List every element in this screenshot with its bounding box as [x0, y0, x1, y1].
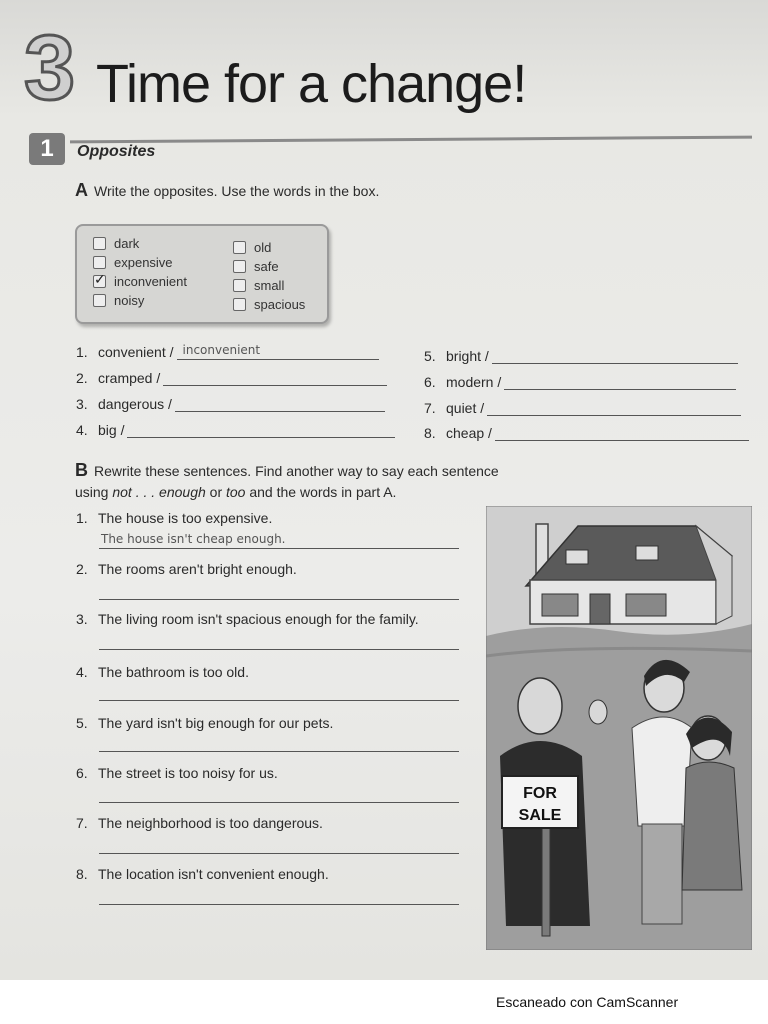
item-word: big /	[98, 422, 125, 438]
word-box-item[interactable]	[233, 238, 305, 257]
item-word: bright /	[446, 348, 489, 364]
checkbox-icon[interactable]	[93, 256, 106, 269]
checkbox-icon[interactable]	[93, 294, 106, 307]
item-word: modern /	[446, 374, 502, 390]
opposite-item	[76, 418, 395, 438]
section-divider	[70, 136, 752, 144]
word-box-label: spacious	[254, 297, 306, 312]
sentence-item	[76, 715, 333, 731]
item-number: 7.	[424, 400, 436, 416]
word-box-item[interactable]	[93, 291, 187, 310]
section-title: Opposites	[77, 143, 156, 160]
answer-field[interactable]	[99, 888, 459, 905]
sentence-text: The living room isn't spacious enough for the family.	[98, 611, 419, 627]
item-word: quiet /	[446, 400, 485, 416]
item-number: 2.	[76, 561, 88, 577]
sentence-text: The yard isn't big enough for our pets.	[98, 715, 334, 731]
word-box-label: small	[254, 278, 285, 293]
opposite-item	[424, 344, 738, 364]
part-a-letter: A	[75, 180, 88, 200]
opposite-item	[76, 366, 387, 386]
answer-field[interactable]	[99, 583, 459, 600]
part-b-instruction-emphasis: not . . . enough	[112, 484, 206, 500]
answer-field[interactable]	[99, 786, 459, 803]
item-number: 2.	[76, 370, 88, 386]
sentence-item	[76, 510, 272, 526]
sign-text-line1: FOR	[523, 785, 557, 802]
sentence-text: The rooms aren't bright enough.	[98, 561, 297, 577]
word-box	[75, 224, 329, 324]
answer-field[interactable]	[492, 347, 738, 364]
item-number: 7.	[76, 815, 88, 831]
word-box-item[interactable]	[233, 257, 305, 276]
checkbox-icon[interactable]	[93, 237, 106, 250]
sentence-text: The location isn't convenient enough.	[98, 866, 329, 882]
word-box-label: safe	[254, 259, 279, 274]
word-box-column-1	[93, 234, 187, 310]
part-b-instruction-prefix: using	[75, 484, 113, 500]
word-box-label: dark	[114, 236, 140, 251]
opposite-item	[424, 421, 749, 441]
item-number: 4.	[76, 664, 88, 680]
item-number: 1.	[76, 344, 88, 360]
item-number: 6.	[76, 765, 88, 781]
item-word: cheap /	[446, 425, 492, 441]
checkbox-icon[interactable]	[233, 241, 246, 254]
word-box-label: old	[254, 240, 272, 255]
sentence-text: The street is too noisy for us.	[98, 765, 278, 781]
item-number: 5.	[76, 715, 88, 731]
house-for-sale-illustration	[486, 506, 752, 950]
sentence-text: The bathroom is too old.	[98, 664, 249, 680]
part-a-instruction-text: Write the opposites. Use the words in the box.	[94, 183, 380, 199]
sentence-item	[76, 815, 323, 831]
word-box-item[interactable]	[233, 295, 305, 314]
answer-field[interactable]	[175, 395, 385, 412]
item-word: dangerous /	[98, 396, 172, 412]
unit-number: 3	[24, 17, 76, 119]
sentence-item	[76, 561, 297, 577]
item-number: 3.	[76, 611, 88, 627]
part-b-instruction-line1: Rewrite these sentences. Find another way to say each sentence	[94, 463, 499, 479]
woman-dress	[682, 762, 742, 890]
answer-field[interactable]	[99, 837, 459, 854]
word-box-item[interactable]	[93, 234, 187, 253]
part-a-instruction	[75, 180, 379, 201]
sentence-item	[76, 866, 329, 882]
opposite-item	[424, 370, 736, 390]
word-box-column-2	[233, 238, 305, 314]
checkbox-icon[interactable]	[233, 279, 246, 292]
part-b-instruction-suffix: and the words in part A.	[245, 484, 397, 500]
item-word: convenient /	[98, 344, 174, 360]
item-number: 8.	[76, 866, 88, 882]
answer-field[interactable]	[163, 369, 387, 386]
item-number: 5.	[424, 348, 436, 364]
answer-field[interactable]	[99, 735, 459, 752]
word-box-item[interactable]	[93, 253, 187, 272]
checkbox-icon[interactable]	[233, 298, 246, 311]
scanner-watermark: Escaneado con CamScanner	[496, 994, 679, 1010]
sign-text-line2: SALE	[518, 807, 562, 824]
opposite-item	[76, 340, 379, 360]
checkbox-icon[interactable]	[233, 260, 246, 273]
word-box-label: noisy	[114, 293, 145, 308]
word-box-item[interactable]	[233, 276, 305, 295]
sentence-item	[76, 765, 278, 781]
answer-field[interactable]	[495, 424, 749, 441]
item-number: 4.	[76, 422, 88, 438]
man-shirt	[632, 717, 692, 826]
man-pants	[642, 824, 682, 924]
sentence-text: The house is too expensive.	[98, 510, 273, 526]
item-word: cramped /	[98, 370, 161, 386]
item-number: 8.	[424, 425, 436, 441]
word-box-label: expensive	[114, 255, 173, 270]
word-box-label: inconvenient	[114, 274, 187, 289]
dormer-window	[566, 550, 588, 564]
answer-field[interactable]: The house isn't cheap enough.	[99, 532, 459, 549]
window	[542, 594, 578, 616]
dormer-window	[636, 546, 658, 560]
item-number: 6.	[424, 374, 436, 390]
answer-field[interactable]	[504, 373, 736, 390]
part-b-instruction-mid: or	[205, 484, 226, 500]
door	[590, 594, 610, 624]
checked-checkbox-icon[interactable]	[93, 275, 106, 288]
item-number: 3.	[76, 396, 88, 412]
opposite-item	[76, 392, 385, 412]
opposite-item	[424, 396, 741, 416]
answer-field[interactable]: inconvenient	[177, 343, 379, 360]
sentence-item	[76, 664, 249, 680]
realtor-head	[518, 678, 562, 734]
sentence-item	[76, 611, 419, 627]
part-b-letter: B	[75, 460, 88, 480]
page-title: Time for a change!	[96, 54, 527, 114]
part-b-instruction	[75, 460, 499, 503]
answer-field[interactable]	[99, 633, 459, 650]
answer-field[interactable]	[99, 684, 459, 701]
answer-field[interactable]	[127, 421, 395, 438]
realtor-hand	[589, 700, 607, 724]
word-box-item[interactable]	[93, 272, 187, 291]
item-number: 1.	[76, 510, 88, 526]
sentence-text: The neighborhood is too dangerous.	[98, 815, 323, 831]
window	[626, 594, 666, 616]
section-number-badge: 1	[29, 133, 65, 165]
part-b-instruction-emphasis: too	[226, 484, 246, 500]
answer-field[interactable]	[487, 399, 741, 416]
